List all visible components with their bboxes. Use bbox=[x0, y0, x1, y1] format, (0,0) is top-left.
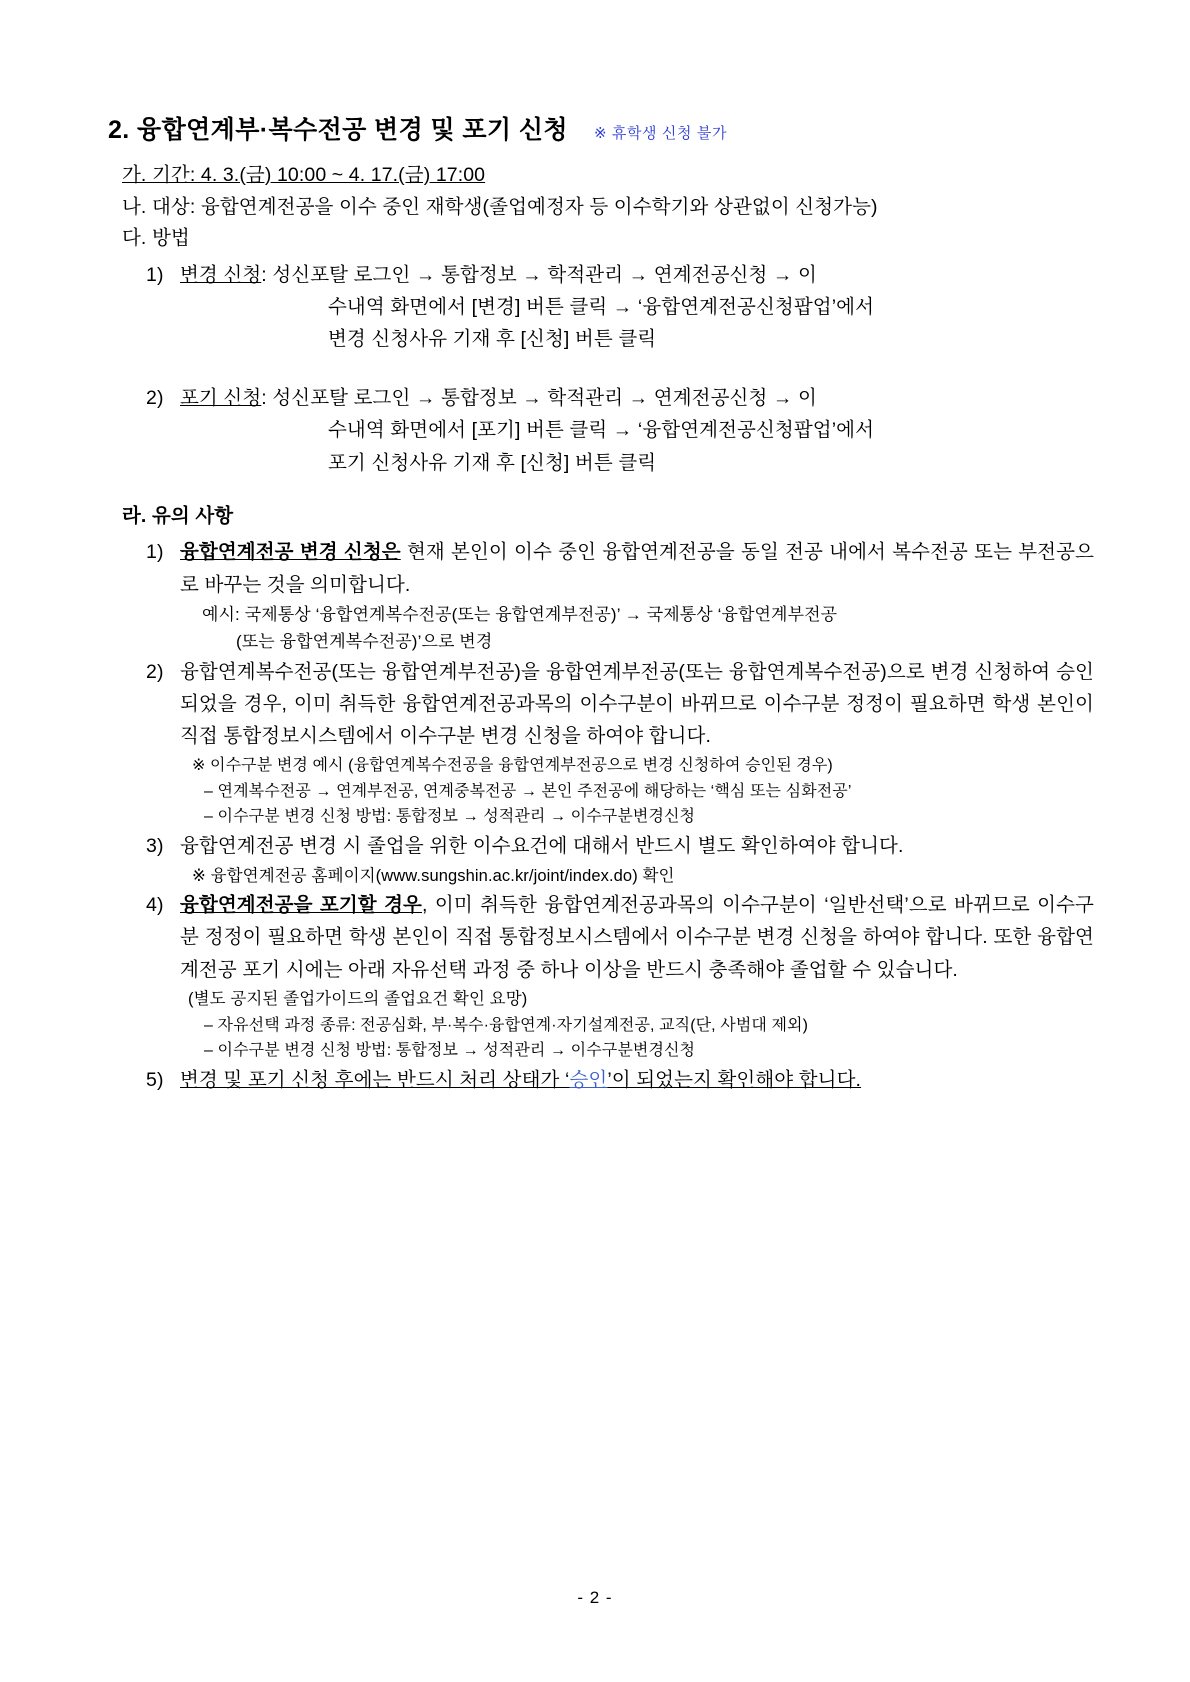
caution-1-sub-2: (또는 융합연계복수전공)’으로 변경 bbox=[236, 632, 493, 652]
caution-5 bbox=[146, 1064, 1094, 1096]
caution-4-sub-1: (별도 공지된 졸업가이드의 졸업요건 확인 요망) bbox=[188, 990, 528, 1009]
caution-4-marker: 4) bbox=[146, 894, 164, 917]
method-giveup-line3: 포기 신청사유 기재 후 [신청] 버튼 클릭 bbox=[328, 451, 657, 474]
caution-1 bbox=[146, 536, 1094, 655]
caution-2 bbox=[146, 656, 1094, 831]
caution-2-text: 융합연계복수전공(또는 융합연계부전공)을 융합연계부전공(또는 융합연계복수전공)으로 변경 신청하여 승인되었을 경우, 이미 취득한 융합연계전공과목의 이수구분이 바뀌므로 이수구분 정정이 필요하면 학생 본인이 직접 통합정보시스템에서 이수구분 변경 신청을 하여야 합니다. bbox=[180, 660, 1094, 748]
section-title-text: 융합연계부·복수전공 변경 및 포기 신청 bbox=[137, 116, 568, 144]
method-giveup bbox=[146, 382, 1094, 479]
caution-4-sub-3: – 이수구분 변경 신청 방법: 통합정보 → 성적관리 → 이수구분변경신청 bbox=[204, 1042, 696, 1060]
item-period: 가. 기간: 4. 3.(금) 10:00 ~ 4. 17.(금) 17:00 bbox=[122, 164, 486, 186]
method-giveup-label: 포기 신청 bbox=[180, 386, 262, 409]
caution-3-sub-1: ※ 융합연계전공 홈페이지(www.sungshin.ac.kr/joint/index.do) 확인 bbox=[192, 866, 675, 885]
caution-5-text-post: ’이 되었는지 확인해야 합니다. bbox=[607, 1069, 862, 1092]
section-heading bbox=[108, 110, 1094, 146]
item-cautions-heading: 라. 유의 사항 bbox=[122, 504, 234, 527]
section-number: 2. bbox=[108, 116, 130, 144]
method-giveup-line1: : 성신포탈 로그인 → 통합정보 → 학적관리 → 연계전공신청 → 이 bbox=[261, 386, 817, 409]
caution-2-sub-1: ※ 이수구분 변경 예시 (융합연계복수전공을 융합연계부전공으로 변경 신청하여 승인된 경우) bbox=[192, 756, 833, 774]
page-number: - 2 - bbox=[577, 1588, 613, 1607]
caution-4-emphasis: 융합연계전공을 포기할 경우 bbox=[180, 894, 422, 917]
method-giveup-line2: 수내역 화면에서 [포기] 버튼 클릭 → ‘융합연계전공신청팝업’에서 bbox=[328, 419, 875, 442]
caution-2-sub-2: – 연계복수전공 → 연계부전공, 연계중복전공 → 본인 주전공에 해당하는 ‘핵심 또는 심화전공’ bbox=[204, 782, 852, 800]
caution-4 bbox=[146, 889, 1094, 1064]
section-note: ※ 휴학생 신청 불가 bbox=[593, 125, 728, 142]
item-method: 다. 방법 bbox=[122, 227, 190, 250]
method-giveup-marker: 2) bbox=[146, 386, 164, 409]
method-change-line3: 변경 신청사유 기재 후 [신청] 버튼 클릭 bbox=[328, 328, 657, 351]
caution-1-sub-1: 예시: 국제통상 ‘융합연계복수전공(또는 융합연계부전공)’ → 국제통상 ‘융합연계부전공 bbox=[202, 605, 838, 625]
page-title bbox=[108, 110, 568, 146]
caution-1-text: 현재 본인이 이수 중인 융합연계전공을 동일 전공 내에서 복수전공 또는 부전공으로 바꾸는 것을 의미합니다. bbox=[180, 541, 1094, 596]
caution-1-marker: 1) bbox=[146, 541, 164, 564]
method-change-line1: : 성신포탈 로그인 → 통합정보 → 학적관리 → 연계전공신청 → 이 bbox=[261, 263, 817, 286]
method-change-line2: 수내역 화면에서 [변경] 버튼 클릭 → ‘융합연계전공신청팝업’에서 bbox=[328, 296, 875, 319]
method-change-marker: 1) bbox=[146, 263, 164, 286]
caution-5-text-pre: 변경 및 포기 신청 후에는 반드시 처리 상태가 bbox=[180, 1069, 566, 1092]
caution-5-quote: ‘ bbox=[565, 1069, 570, 1092]
method-change-label: 변경 신청 bbox=[180, 263, 262, 286]
caution-3 bbox=[146, 830, 1094, 889]
method-change bbox=[146, 259, 1094, 356]
caution-3-marker: 3) bbox=[146, 835, 164, 858]
caution-1-emphasis: 융합연계전공 변경 신청은 bbox=[180, 541, 401, 564]
caution-3-text: 융합연계전공 변경 시 졸업을 위한 이수요건에 대해서 반드시 별도 확인하여야 합니다. bbox=[180, 835, 904, 858]
item-target: 나. 대상: 융합연계전공을 이수 중인 재학생(졸업예정자 등 이수학기와 상관없이 신청가능) bbox=[122, 195, 878, 218]
caution-5-marker: 5) bbox=[146, 1069, 164, 1092]
status-badge-approved: 승인 bbox=[569, 1069, 608, 1092]
caution-2-marker: 2) bbox=[146, 660, 164, 683]
caution-4-text: , 이미 취득한 융합연계전공과목의 이수구분이 ‘일반선택’으로 바뀌므로 이수구분 정정이 필요하면 학생 본인이 직접 통합정보시스템에서 이수구분 변경 신청을 하여야 합니다. 또한 융합연계전공 포기 시에는 아래 자유선택 과정 중 하나 이상을 반드시 충족해야 졸업할 수 있습니다. bbox=[180, 894, 1094, 981]
caution-4-sub-2: – 자유선택 과정 종류: 전공심화, 부·복수·융합연계·자기설계전공, 교직(단, 사범대 제외) bbox=[204, 1016, 809, 1034]
caution-2-sub-3: – 이수구분 변경 신청 방법: 통합정보 → 성적관리 → 이수구분변경신청 bbox=[204, 808, 696, 826]
